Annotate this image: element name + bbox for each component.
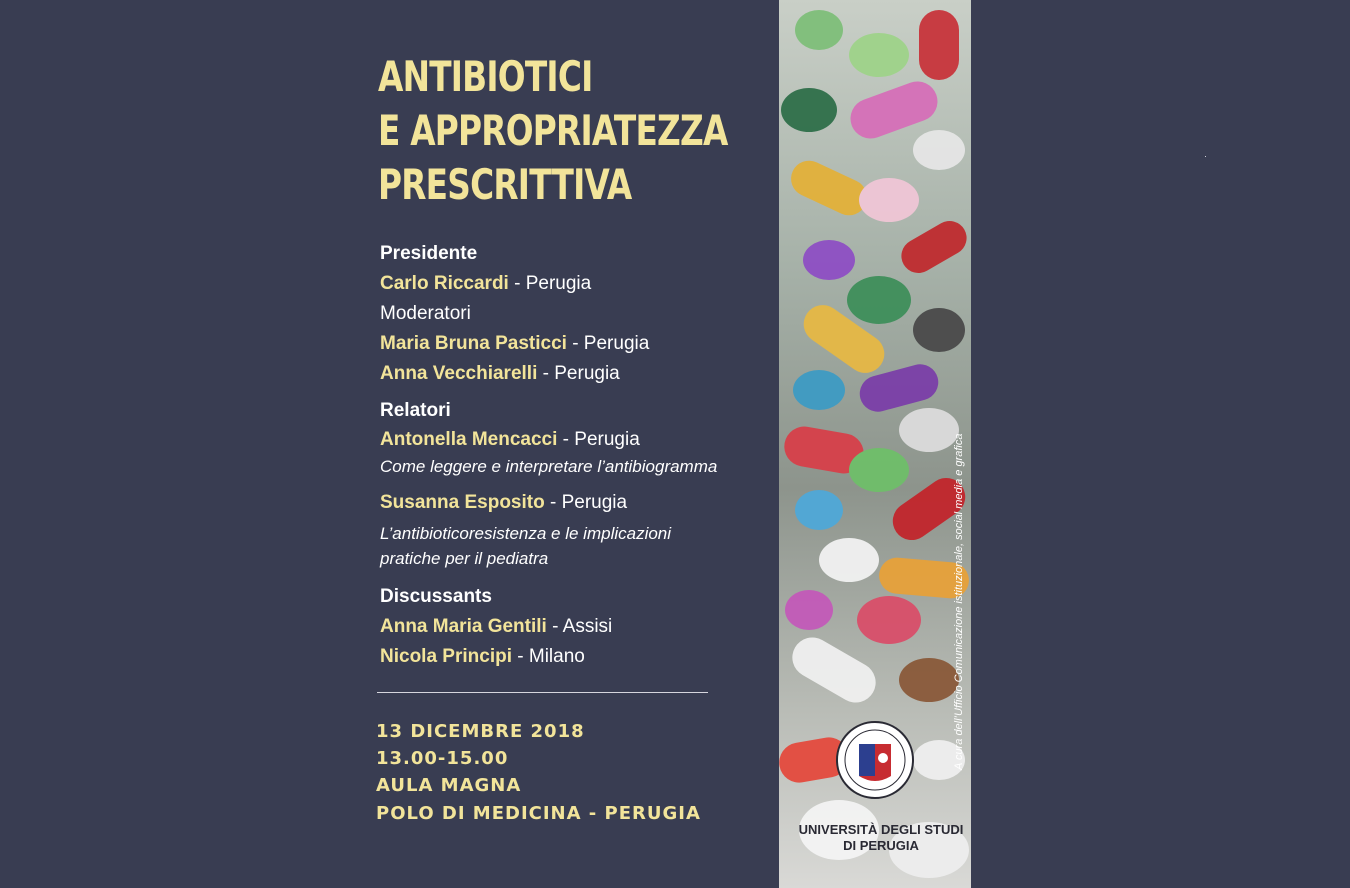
speaker-name: Antonella Mencacci [380,429,558,450]
speaker-city: - Assisi [552,616,613,637]
event-time: 13.00-15.00 [376,748,509,769]
divider [377,692,708,693]
title-line-3: PRESCRITTIVA [378,160,632,209]
presidente-entry [380,273,591,295]
title-line-2: E APPROPRIATEZZA [378,106,728,155]
speaker-city: - Perugia [549,492,628,513]
moderatore-entry [380,333,649,355]
credit-text: A cura dell’Ufficio Comunicazione istituzionale, social media e grafica [953,433,965,770]
discussants-heading: Discussants [380,586,492,607]
relatori-heading: Relatori [380,400,451,421]
talk-title-continued: pratiche per il pediatra [380,549,549,568]
speaker-name: Anna Vecchiarelli [380,363,538,384]
relatore-entry [380,429,640,451]
discussant-entry [380,646,585,668]
speaker-name: Susanna Esposito [380,492,545,513]
title-line-1: ANTIBIOTICI [378,52,593,101]
moderatori-heading: Moderatori [380,303,471,324]
relatore-entry [380,492,627,514]
poster-title [378,50,728,212]
event-date: 13 DICEMBRE 2018 [376,721,585,742]
decorative-dot [1205,156,1206,157]
talk-title: L’antibioticoresistenza e le implicazioni [380,524,672,543]
university-city: DI PERUGIA [843,838,919,853]
speaker-city: - Perugia [562,429,640,450]
presidente-heading: Presidente [380,243,478,264]
university-name: UNIVERSITÀ DEGLI STUDI [798,822,964,837]
speaker-city: - Milano [517,646,585,667]
university-seal-icon [835,720,915,800]
speaker-city: - Perugia [514,273,592,294]
event-room: AULA MAGNA [376,775,522,796]
moderatore-entry [380,363,620,385]
talk-title: Come leggere e interpretare l’antibiogramma [380,457,718,476]
speaker-name: Maria Bruna Pasticci [380,333,567,354]
event-venue: POLO DI MEDICINA - PERUGIA [376,803,701,824]
discussant-entry [380,616,612,638]
speaker-name: Carlo Riccardi [380,273,509,294]
speaker-city: - Perugia [572,333,650,354]
speaker-name: Nicola Principi [380,646,512,667]
speaker-city: - Perugia [542,363,620,384]
speaker-name: Anna Maria Gentili [380,616,547,637]
